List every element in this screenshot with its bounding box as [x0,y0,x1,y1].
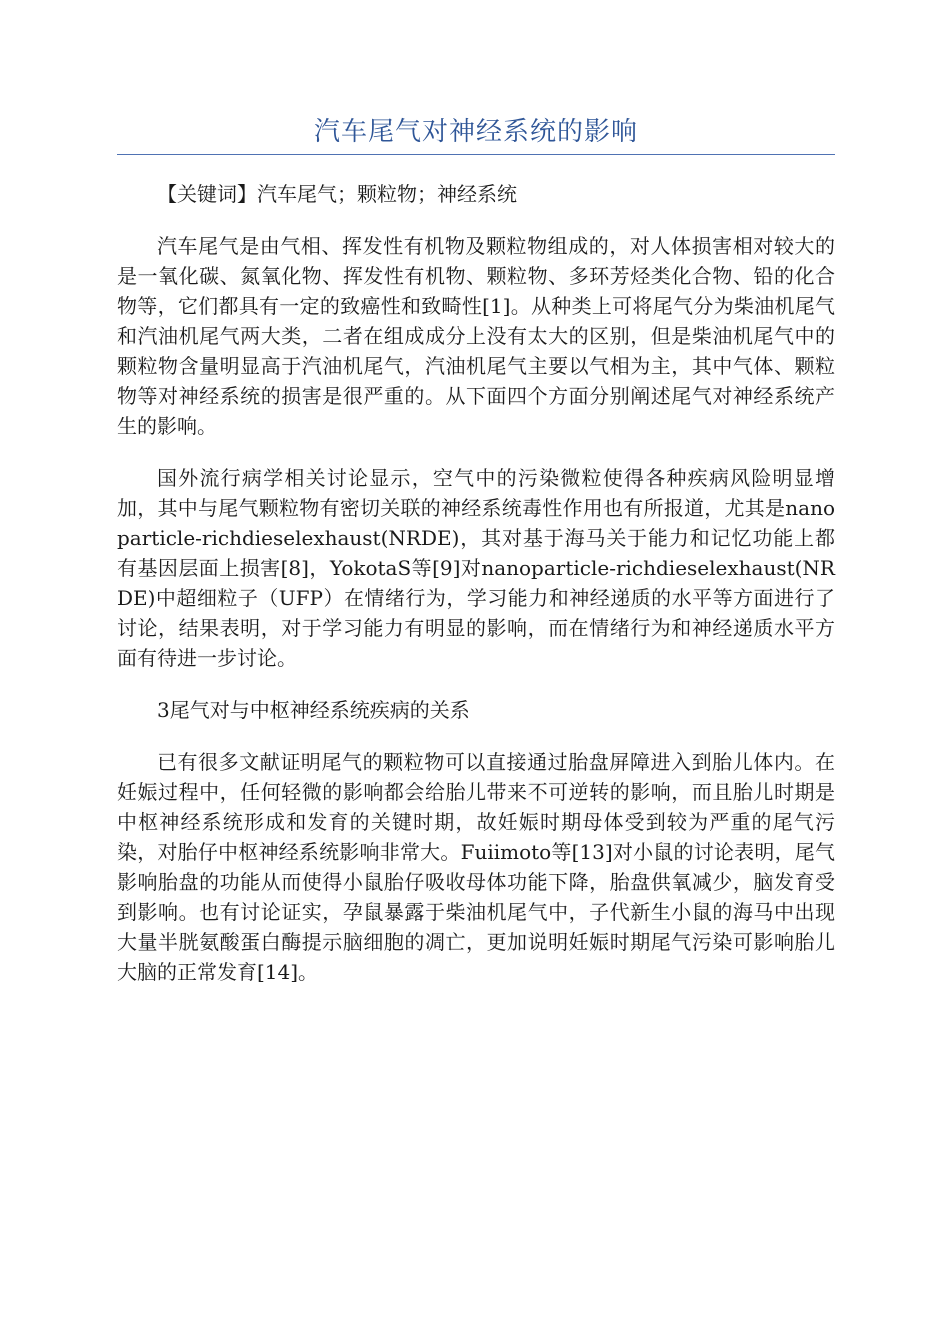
keywords-line: 【关键词】汽车尾气；颗粒物；神经系统 [157,182,517,206]
paragraph-intro: 汽车尾气是由气相、挥发性有机物及颗粒物组成的，对人体损害相对较大的是一氧化碳、氮氧化物、挥发性有机物、颗粒物、多环芳烃类化合物、铅的化合物等，它们都具有一定的致癌性和致畸性[1]。从种类上可将尾气分为柴油机尾气和汽油机尾气两大类，二者在组成成分上没有太大的区别，但是柴油机尾气中的颗粒物含量明显高于汽油机尾气，汽油机尾气主要以气相为主，其中气体、颗粒物等对神经系统的损害是很严重的。从下面四个方面分别阐述尾气对神经系统产生的影响。 [117,234,835,438]
section-heading: 3尾气对与中枢神经系统疾病的关系 [157,698,470,722]
page-title: 汽车尾气对神经系统的影响 [313,117,638,147]
paragraph-epidemiology: 国外流行病学相关讨论显示，空气中的污染微粒使得各种疾病风险明显增加，其中与尾气颗粒物有密切关联的神经系统毒性作用也有所报道，尤其是nanoparticle-richdieselexhaust(NRDE)，其对基于海马关于能力和记忆功能上都有基因层面上损害[8]，YokotaS等[9]对nanoparticle-richdieselexhaust(NRDE)中超细粒子（UFP）在情绪行为，学习能力和神经递质的水平等方面进行了讨论，结果表明，对于学习能力有明显的影响，而在情绪行为和神经递质水平方面有待进一步讨论。 [117,466,835,670]
document-page [117,112,835,1009]
paragraph-cns-disease: 已有很多文献证明尾气的颗粒物可以直接通过胎盘屏障进入到胎儿体内。在妊娠过程中，任何轻微的影响都会给胎儿带来不可逆转的影响，而且胎儿时期是中枢神经系统形成和发育的关键时期，故妊娠时期母体受到较为严重的尾气污染，对胎仔中枢神经系统影响非常大。Fuiimoto等[13]对小鼠的讨论表明，尾气影响胎盘的功能从而使得小鼠胎仔吸收母体功能下降，胎盘供氧减少，脑发育受到影响。也有讨论证实，孕鼠暴露于柴油机尾气中，子代新生小鼠的海马中出现大量半胱氨酸蛋白酶提示脑细胞的凋亡，更加说明妊娠时期尾气污染可影响胎儿大脑的正常发育[14]。 [117,750,835,984]
title-underline [117,154,835,155]
